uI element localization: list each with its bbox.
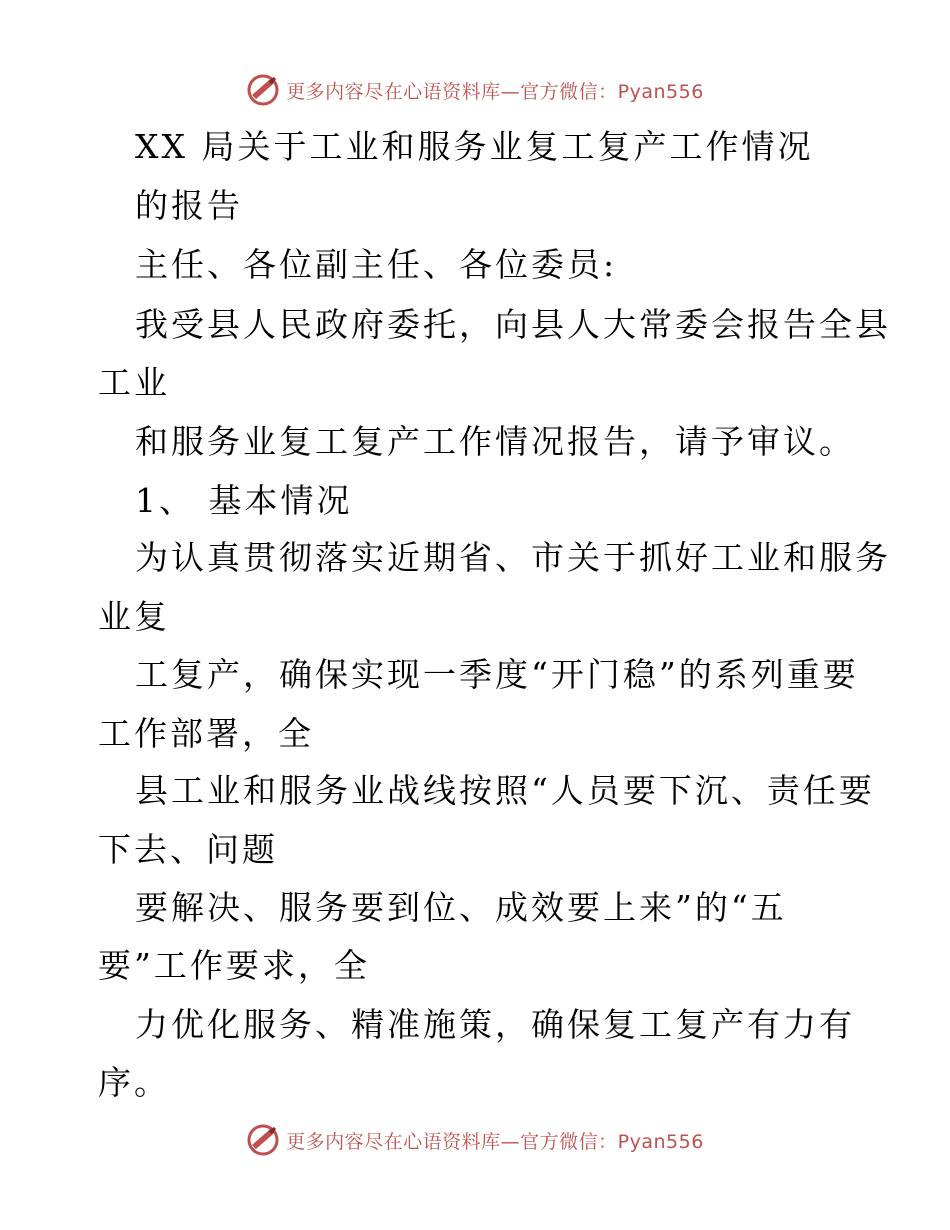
paragraph-2-line-2: 业复	[98, 597, 170, 636]
paragraph-2-line-10: 序。	[98, 1063, 170, 1102]
section-heading: 1、 基本情况	[135, 481, 353, 520]
salutation: 主任、各位副主任、各位委员:	[135, 245, 618, 284]
footer-watermark	[0, 1120, 950, 1160]
paragraph-1-line-2: 工业	[98, 363, 170, 402]
pen-logo-icon	[246, 1123, 280, 1157]
paragraph-2-line-1: 为认真贯彻落实近期省、市关于抓好工业和服务	[135, 538, 891, 577]
paragraph-1-line-3: 和服务业复工复产工作情况报告，请予审议。	[135, 422, 855, 461]
document-title-line-1: XX 局关于工业和服务业复工复产工作情况	[135, 127, 814, 166]
watermark-text: 更多内容尽在心语资料库—官方微信：Pyan556	[286, 80, 704, 103]
watermark-text: 更多内容尽在心语资料库—官方微信：Pyan556	[286, 1130, 704, 1153]
paragraph-2-line-5: 县工业和服务业战线按照“人员要下沉、责任要	[135, 771, 875, 810]
paragraph-1-line-1: 我受县人民政府委托，向县人大常委会报告全县	[135, 305, 891, 344]
paragraph-2-line-3: 工复产，确保实现一季度“开门稳”的系列重要	[135, 655, 859, 694]
paragraph-2-line-6: 下去、问题	[98, 830, 278, 869]
paragraph-2-line-8: 要”工作要求，全	[98, 946, 370, 985]
paragraph-2-line-7: 要解决、服务要到位、成效要上来”的“五	[135, 888, 787, 927]
paragraph-2-line-4: 工作部署，全	[98, 714, 314, 753]
paragraph-2-line-9: 力优化服务、精准施策，确保复工复产有力有	[135, 1005, 855, 1044]
document-title-line-2: 的报告	[135, 186, 243, 225]
